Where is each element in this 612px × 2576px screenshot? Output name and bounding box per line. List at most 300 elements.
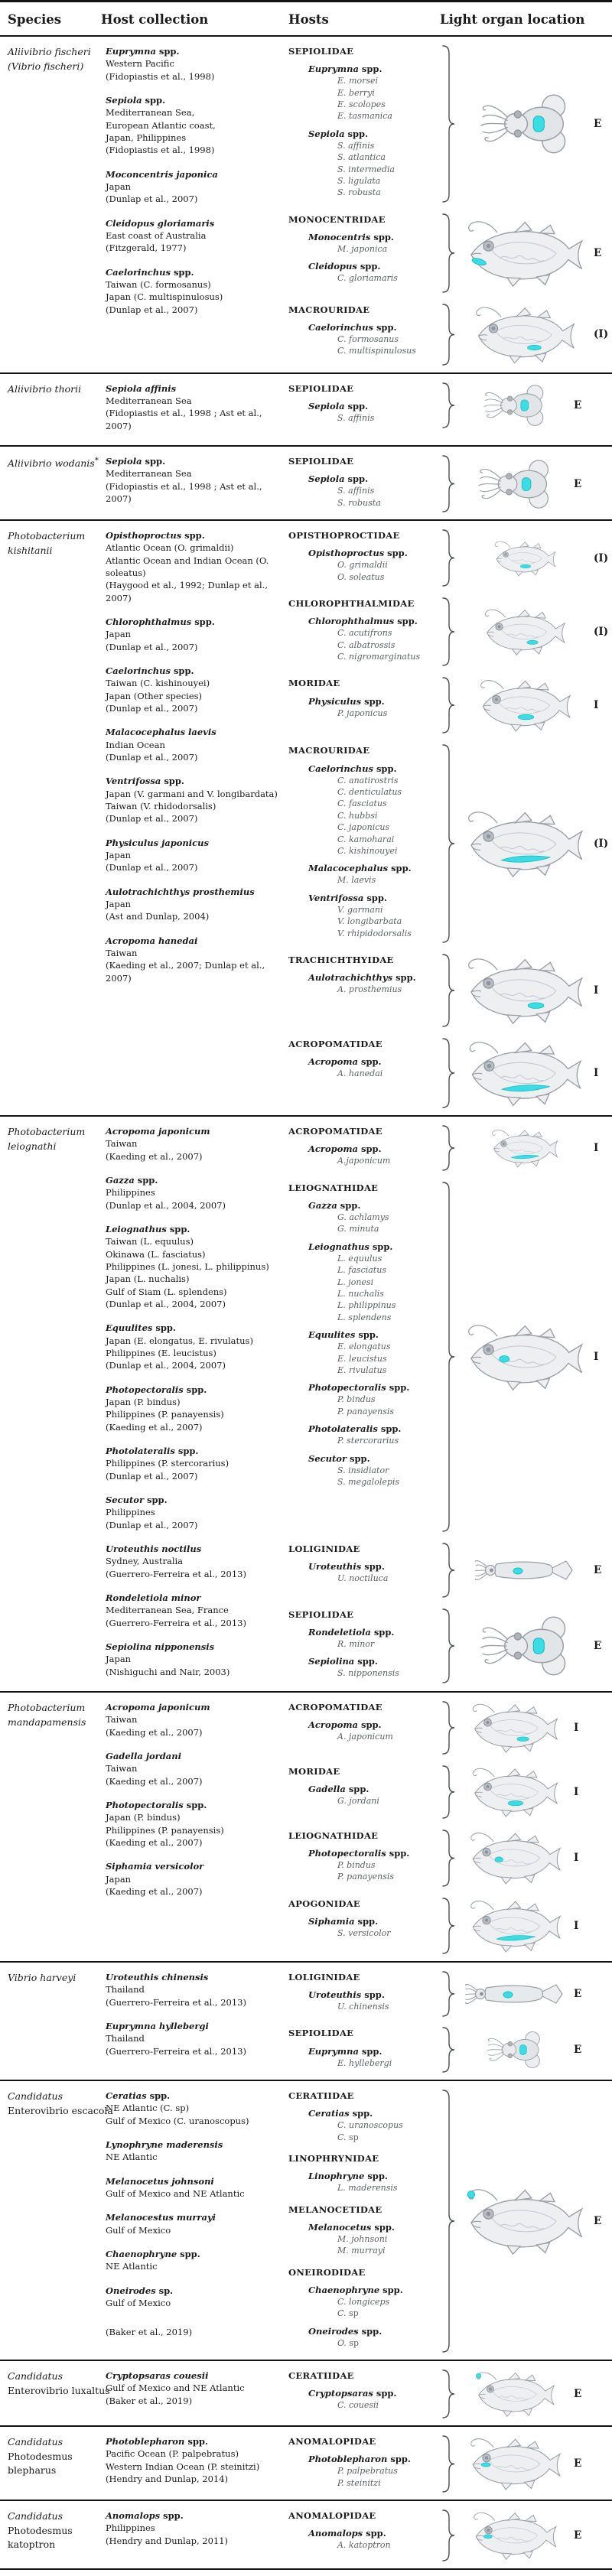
bobtail-squid-figure bbox=[458, 459, 571, 509]
bobtail-squid-illustration bbox=[477, 93, 573, 154]
host-groups-cell bbox=[288, 2084, 612, 2358]
host-name: Equulites spp. bbox=[106, 1322, 176, 1334]
host-location-line: Pacific Ocean (P. palpebratus) bbox=[106, 2448, 239, 2460]
host-species: C. fasciatus bbox=[337, 798, 387, 809]
light-organ-letter: (I) bbox=[594, 551, 609, 564]
host-family-block bbox=[288, 1182, 440, 1488]
host-genus: Caelorinchus spp. bbox=[308, 763, 397, 774]
host-location-line: Philippines bbox=[106, 2522, 155, 2534]
table-body bbox=[0, 37, 612, 2568]
hosts-list bbox=[288, 1537, 440, 1594]
host-location-line: Philippines (L. jonesi, L. philippinus) bbox=[106, 1261, 269, 1273]
species-section bbox=[0, 2080, 612, 2360]
host-species: C. albatrossis bbox=[337, 639, 396, 650]
fish-illustration bbox=[467, 2509, 562, 2561]
host-name: Siphamia versicolor bbox=[106, 1861, 204, 1872]
citation-line: (Hendry and Dunlap, 2014) bbox=[106, 2473, 229, 2484]
bobtail-squid-figure bbox=[458, 2031, 571, 2069]
citation-line: (Baker et al., 2019) bbox=[106, 2395, 193, 2406]
host-collection-entry bbox=[106, 1445, 279, 1482]
species-section bbox=[0, 1691, 612, 1961]
host-collection-entry bbox=[106, 2369, 279, 2407]
host-genus: Opisthoproctus spp. bbox=[308, 548, 408, 559]
host-group-row bbox=[288, 208, 612, 298]
host-group-row bbox=[288, 1176, 612, 1537]
curly-brace-icon bbox=[441, 2089, 457, 2353]
fish-figure bbox=[458, 1898, 571, 1954]
host-family-block bbox=[288, 1830, 440, 1883]
hosts-list bbox=[288, 672, 440, 728]
host-collection-entry bbox=[106, 1174, 279, 1212]
host-name: Cleidopus gloriamaris bbox=[106, 217, 215, 229]
host-location-line: Philippines (E. leucistus) bbox=[106, 1348, 216, 1358]
host-name: Caelorinchus spp. bbox=[106, 266, 194, 278]
host-family: APOGONIDAE bbox=[288, 1898, 360, 1909]
host-genus: Chaenophryne spp. bbox=[308, 2284, 403, 2295]
host-species: M. laevis bbox=[337, 875, 376, 886]
species-name: Photobacterium bbox=[8, 1701, 86, 1713]
hosts-list bbox=[288, 2504, 440, 2561]
citation-line: (Dunlap et al., 2007) bbox=[106, 862, 198, 873]
fish-figure bbox=[458, 1765, 571, 1819]
host-location-line: Japan (P. bindus) bbox=[106, 1396, 181, 1407]
host-location-line: Gulf of Mexico bbox=[106, 2297, 171, 2308]
species-section bbox=[0, 519, 612, 1115]
host-group-row bbox=[288, 1537, 612, 1603]
host-location-line: Taiwan (V. rhidodorsalis) bbox=[106, 800, 216, 812]
species-name: Enterovibrio escacola bbox=[8, 2104, 113, 2116]
host-family-block bbox=[288, 304, 440, 357]
host-collection-entry bbox=[106, 2435, 279, 2485]
host-species: L. nuchalis bbox=[337, 1288, 384, 1299]
host-name: Sepiola affinis bbox=[106, 382, 177, 394]
light-organ-letter: I bbox=[594, 1350, 599, 1363]
host-collection-entry bbox=[106, 2139, 279, 2164]
host-location-line: Japan (L. nuchalis) bbox=[106, 1273, 190, 1285]
hosts-list bbox=[288, 1033, 440, 1089]
host-location-line: Taiwan bbox=[106, 1763, 138, 1774]
host-location-line: Taiwan (L. equulus) bbox=[106, 1236, 194, 1247]
curly-brace-icon bbox=[441, 2369, 457, 2419]
host-species: A.japonicum bbox=[337, 1156, 391, 1166]
light-organ-letter: E bbox=[574, 2457, 582, 2470]
host-name: Sepiola spp. bbox=[106, 94, 166, 106]
host-family: SEPIOLIDAE bbox=[288, 456, 354, 467]
citation-line: (Fitzgerald, 1977) bbox=[106, 242, 187, 254]
host-species: A. japonicum bbox=[337, 1732, 393, 1742]
host-group-row bbox=[288, 1760, 612, 1824]
species-cell bbox=[0, 450, 101, 518]
host-group-row bbox=[288, 1892, 612, 1960]
species-cell bbox=[0, 2084, 113, 2358]
citation-line: (Fidopiastis et al., 1998) bbox=[106, 70, 215, 82]
host-group-row bbox=[288, 2430, 612, 2498]
host-species: E. tasmanica bbox=[337, 111, 392, 122]
host-family-block bbox=[288, 1125, 440, 1167]
host-name: Opisthoproctus spp. bbox=[106, 530, 205, 542]
host-name: Lynophryne maderensis bbox=[106, 2139, 223, 2150]
group-brace bbox=[440, 953, 458, 1028]
host-species: M. johnsoni bbox=[337, 2233, 388, 2244]
host-location-line: Western Indian Ocean (P. steinitzi) bbox=[106, 2461, 260, 2472]
host-genus: Caelorinchus spp. bbox=[308, 321, 397, 333]
host-genus: Sepiolina spp. bbox=[308, 1656, 378, 1667]
host-location-line: Japan bbox=[106, 898, 132, 909]
citation-line: (Dunlap et al., 2004, 2007) bbox=[106, 1199, 226, 1211]
species-name: Aliivibrio fischeri bbox=[8, 46, 91, 57]
fish-illustration bbox=[487, 1127, 562, 1169]
host-species: M. murrayi bbox=[337, 2246, 386, 2256]
host-name: Photopectoralis spp. bbox=[106, 1384, 207, 1395]
light-organ-highlight bbox=[533, 116, 544, 132]
group-brace bbox=[440, 382, 458, 429]
host-family: MORIDAE bbox=[288, 1765, 340, 1777]
host-family: LOLIGINIDAE bbox=[288, 1971, 360, 1982]
host-location-line: NE Atlantic bbox=[106, 2261, 158, 2272]
curly-brace-icon bbox=[441, 2435, 457, 2493]
light-organ-highlight bbox=[533, 1638, 544, 1654]
citation-line: (Kaeding et al., 2007; Dunlap et al., 2007) bbox=[106, 960, 265, 984]
species-section bbox=[0, 1961, 612, 2080]
host-family-block bbox=[288, 2152, 440, 2194]
host-collection-entry bbox=[106, 1322, 279, 1371]
light-organ-highlight bbox=[520, 400, 528, 411]
host-collection-entry bbox=[106, 616, 279, 653]
host-species: M. japonica bbox=[337, 243, 388, 254]
host-family-block bbox=[288, 529, 440, 583]
host-species: U. chinensis bbox=[337, 2002, 389, 2012]
curly-brace-icon bbox=[441, 1700, 457, 1755]
bobtail-squid-figure bbox=[458, 93, 591, 154]
host-name: Cryptopsaras couesii bbox=[106, 2369, 209, 2381]
host-genus: Sepiola spp. bbox=[308, 128, 369, 139]
fish-figure bbox=[458, 1127, 591, 1169]
host-genus: Monocentris spp. bbox=[308, 231, 394, 242]
host-collection-cell bbox=[101, 524, 288, 1114]
host-family: OPISTHOPROCTIDAE bbox=[288, 530, 400, 542]
group-brace bbox=[440, 1037, 458, 1109]
citation-line: (Dunlap et al., 2007) bbox=[106, 1519, 198, 1530]
hosts-list bbox=[288, 1966, 440, 2022]
hosts-list bbox=[288, 2364, 440, 2421]
curly-brace-icon bbox=[441, 953, 457, 1028]
light-organ-letter: (I) bbox=[594, 838, 609, 851]
host-location-line: Gulf of Mexico and NE Atlantic bbox=[106, 2382, 245, 2394]
host-group-row bbox=[288, 1966, 612, 2022]
light-organ-highlight bbox=[467, 2191, 474, 2198]
host-species: O. grimaldii bbox=[337, 560, 388, 571]
host-family: ACROPOMATIDAE bbox=[288, 1701, 382, 1712]
host-group-row bbox=[288, 1603, 612, 1689]
light-organ-highlight bbox=[517, 1737, 529, 1742]
host-collection-entry bbox=[106, 2175, 279, 2200]
group-brace bbox=[440, 1897, 458, 1955]
host-species: C. gloriamaris bbox=[337, 273, 398, 284]
host-species: L. fasciatus bbox=[337, 1265, 386, 1276]
citation-line: (Dunlap et al., 2007) bbox=[106, 641, 198, 652]
host-collection-entry bbox=[106, 1223, 279, 1310]
squid-eye bbox=[507, 409, 512, 414]
fish-figure bbox=[458, 607, 591, 657]
host-family-block bbox=[288, 45, 440, 199]
host-species: E. morsei bbox=[337, 76, 379, 86]
hosts-list bbox=[288, 1760, 440, 1817]
species-cell bbox=[0, 1120, 101, 1690]
squid-eye bbox=[507, 396, 512, 401]
host-species: A. hanedai bbox=[337, 1068, 383, 1079]
host-name: Photopectoralis spp. bbox=[106, 1799, 207, 1810]
host-species: S. robusta bbox=[337, 497, 381, 508]
group-brace bbox=[440, 2509, 458, 2562]
host-family-block bbox=[288, 1898, 440, 1940]
group-brace bbox=[440, 1764, 458, 1820]
light-organ-highlight bbox=[528, 345, 542, 350]
host-collection-cell bbox=[101, 1696, 288, 1960]
light-organ-highlight bbox=[519, 2045, 526, 2055]
host-family-block bbox=[288, 1543, 440, 1585]
host-genus: Gazza spp. bbox=[308, 1199, 361, 1211]
species-section bbox=[0, 37, 612, 372]
host-name: Physiculus japonicus bbox=[106, 837, 209, 848]
host-group-row bbox=[288, 672, 612, 739]
host-genus: Sepiola spp. bbox=[308, 400, 369, 411]
host-collection-entry bbox=[106, 2248, 279, 2273]
host-species: C. nigromarginatus bbox=[337, 652, 421, 662]
fish-illustration bbox=[463, 2435, 567, 2492]
host-location-line: Philippines bbox=[106, 1507, 155, 1518]
host-species: L. equulus bbox=[337, 1253, 382, 1264]
curly-brace-icon bbox=[441, 743, 457, 944]
host-collection-cell bbox=[101, 2084, 288, 2358]
fish-figure bbox=[458, 2185, 591, 2257]
host-groups-cell bbox=[288, 2504, 612, 2567]
species-name: Enterovibrio luxaltus bbox=[8, 2384, 110, 2396]
host-collection-entry bbox=[106, 2285, 279, 2310]
host-genus: Photolateralis spp. bbox=[308, 1423, 402, 1435]
host-groups-cell bbox=[288, 1120, 612, 1690]
host-species: L. philippinus bbox=[337, 1300, 396, 1311]
host-species: C. kamoharai bbox=[337, 834, 395, 844]
host-species: S. affinis bbox=[337, 486, 375, 496]
host-species: S. intermedia bbox=[337, 164, 395, 174]
group-brace bbox=[440, 676, 458, 734]
squid-eye bbox=[508, 2054, 513, 2058]
host-genus: Rondeletiola spp. bbox=[308, 1626, 395, 1638]
host-collection-entry bbox=[106, 837, 279, 874]
light-organ-letter: E bbox=[594, 2215, 602, 2227]
fish-illustration bbox=[473, 677, 577, 733]
host-genus: Uroteuthis spp. bbox=[308, 1989, 385, 2000]
host-location-line: Philippines (P. panayensis) bbox=[106, 1409, 224, 1420]
group-brace bbox=[440, 1542, 458, 1599]
host-group-row bbox=[288, 1120, 612, 1176]
host-species: E. berryi bbox=[337, 87, 375, 98]
citation-line: (Guerrero-Ferreira et al., 2013) bbox=[106, 2045, 246, 2057]
species-name: Photodesmus bbox=[8, 2450, 73, 2462]
fish-figure bbox=[458, 1830, 571, 1886]
species-name: Candidatus bbox=[8, 2509, 63, 2522]
group-brace bbox=[440, 1700, 458, 1755]
host-genus: Melanocetus spp. bbox=[308, 2221, 395, 2233]
host-location-line: East coast of Australia bbox=[106, 229, 207, 241]
host-location-line: Gulf of Siam (L. splendens) bbox=[106, 1286, 227, 1297]
light-organ-letter: E bbox=[594, 117, 602, 130]
light-organ-letter: E bbox=[574, 477, 582, 490]
host-genus: Anomalops spp. bbox=[308, 2528, 386, 2539]
host-species: C. couesii bbox=[337, 2400, 379, 2411]
host-collection-entry bbox=[106, 1384, 279, 1433]
host-species: P. bindus bbox=[337, 1860, 376, 1871]
host-family: MELANOCETIDAE bbox=[288, 2204, 382, 2215]
bobtail-squid-figure bbox=[458, 384, 571, 427]
hosts-list bbox=[288, 1824, 440, 1892]
group-brace bbox=[440, 454, 458, 513]
host-collection-entry bbox=[106, 2509, 279, 2547]
host-genus: Photopectoralis spp. bbox=[308, 1847, 410, 1859]
group-brace bbox=[440, 2435, 458, 2493]
light-organ-highlight bbox=[500, 1355, 509, 1361]
host-genus: Euprymna spp. bbox=[308, 63, 382, 75]
light-organ-letter: E bbox=[574, 1987, 582, 2000]
host-genus: Cleidopus spp. bbox=[308, 261, 381, 272]
host-location-line: Japan bbox=[106, 1873, 132, 1885]
host-name: Secutor spp. bbox=[106, 1494, 168, 1505]
hosts-list bbox=[288, 2084, 440, 2358]
host-location-line: Mediterranean Sea, France bbox=[106, 1605, 229, 1616]
citation-line: (Dunlap et al., 2007) bbox=[106, 304, 198, 315]
citation-line: (Kaeding et al., 2007) bbox=[106, 1150, 203, 1162]
host-group-row bbox=[288, 377, 612, 434]
long-squid-figure bbox=[458, 1976, 571, 2012]
citation-line: (Kaeding et al., 2007) bbox=[106, 1726, 203, 1738]
light-organ-letter: I bbox=[594, 699, 599, 712]
light-organ-letter: I bbox=[574, 1721, 579, 1734]
light-organ-letter: E bbox=[574, 398, 582, 411]
citation-line: (Dunlap et al., 2007) bbox=[106, 1470, 198, 1482]
group-brace bbox=[440, 743, 458, 944]
host-genus: Equulites spp. bbox=[308, 1329, 379, 1341]
fish-figure bbox=[458, 1321, 591, 1393]
host-name: Acropoma japonicum bbox=[106, 1126, 210, 1137]
host-species: L. splendens bbox=[337, 1312, 392, 1322]
hosts-list bbox=[288, 592, 440, 672]
bobtail-squid-illustration bbox=[484, 2031, 545, 2069]
host-species: C. sp bbox=[337, 2132, 359, 2142]
host-location-line: Taiwan bbox=[106, 1714, 138, 1725]
host-name: Uroteuthis chinensis bbox=[106, 1971, 209, 1982]
squid-eye bbox=[480, 1992, 483, 1995]
host-genus: Siphamia spp. bbox=[308, 1915, 379, 1927]
host-species: G. minuta bbox=[337, 1224, 379, 1234]
host-location-line: Gulf of Mexico (C. uranoscopus) bbox=[106, 2115, 249, 2126]
host-group-row bbox=[288, 2364, 612, 2424]
host-family-block bbox=[288, 1765, 440, 1807]
col-header-host-collection: Host collection bbox=[101, 12, 209, 27]
host-family: SEPIOLIDAE bbox=[288, 382, 354, 394]
host-group-row bbox=[288, 739, 612, 948]
table-header-row bbox=[0, 0, 612, 37]
host-genus: Acropoma spp. bbox=[308, 1056, 382, 1068]
species-name: Aliivibrio wodanis* bbox=[8, 456, 99, 470]
host-species: P. palpebratus bbox=[337, 2466, 398, 2477]
host-collection-entry bbox=[106, 45, 279, 83]
host-collection-entry bbox=[106, 886, 279, 923]
host-name: Oneirodes sp. bbox=[106, 2285, 174, 2296]
host-species: C. acutifrons bbox=[337, 628, 392, 639]
host-genus: Ceratias spp. bbox=[308, 2108, 373, 2119]
host-genus: Linophryne spp. bbox=[308, 2171, 388, 2182]
host-species: V. longibarbata bbox=[337, 916, 402, 927]
host-location-line: European Atlantic coast, bbox=[106, 119, 216, 131]
host-species: O. soleatus bbox=[337, 571, 385, 582]
host-family-block bbox=[288, 1971, 440, 2013]
species-name: (Vibrio fischeri) bbox=[8, 60, 84, 72]
host-collection-entry bbox=[106, 382, 279, 432]
light-organ-letter: E bbox=[594, 246, 602, 259]
host-species: C. uranoscopus bbox=[337, 2120, 403, 2131]
citation-line: (Nishiguchi and Nair, 2003) bbox=[106, 1666, 230, 1677]
light-organ-letter: I bbox=[574, 1852, 579, 1865]
species-name: Photodesmus bbox=[8, 2524, 73, 2536]
hosts-list bbox=[288, 208, 440, 294]
host-family: MACROURIDAE bbox=[288, 745, 370, 756]
host-genus: Physiculus spp. bbox=[308, 695, 385, 707]
host-location-line: Philippines bbox=[106, 1187, 155, 1199]
curly-brace-icon bbox=[441, 529, 457, 587]
host-family-block bbox=[288, 213, 440, 285]
host-collection-entry bbox=[106, 1860, 279, 1898]
fish-illustration bbox=[465, 1765, 564, 1819]
host-group-row bbox=[288, 2021, 612, 2078]
host-family-block bbox=[288, 2266, 440, 2349]
bobtail-squid-figure bbox=[458, 1615, 591, 1677]
fish-figure bbox=[458, 1701, 571, 1755]
group-brace bbox=[440, 1181, 458, 1533]
host-location-line: Gulf of Mexico and NE Atlantic bbox=[106, 2187, 245, 2199]
host-name: Chlorophthalmus spp. bbox=[106, 616, 215, 628]
host-family: LOLIGINIDAE bbox=[288, 1543, 360, 1554]
host-collection-entry bbox=[106, 1750, 279, 1787]
light-organ-highlight bbox=[513, 1568, 522, 1574]
host-collection-entry bbox=[106, 1494, 279, 1531]
curly-brace-icon bbox=[441, 1764, 457, 1820]
hosts-list bbox=[288, 40, 440, 208]
host-location-line: Thailand bbox=[106, 2033, 145, 2044]
light-organ-letter: (I) bbox=[594, 626, 609, 639]
host-family: ACROPOMATIDAE bbox=[288, 1126, 382, 1137]
host-name: Rondeletiola minor bbox=[106, 1592, 201, 1603]
host-collection-entry bbox=[106, 529, 279, 604]
host-genus: Leiognathus spp. bbox=[308, 1241, 393, 1252]
curly-brace-icon bbox=[441, 213, 457, 294]
fish-illustration bbox=[463, 1898, 567, 1954]
citation-line: (Dunlap et al., 2007) bbox=[106, 813, 198, 825]
host-group-row bbox=[288, 1824, 612, 1892]
bobtail-squid-illustration bbox=[481, 384, 549, 427]
species-name: Photobacterium bbox=[8, 1126, 86, 1138]
light-organ-highlight bbox=[503, 1992, 513, 1998]
group-brace bbox=[440, 2369, 458, 2419]
hosts-list bbox=[288, 1892, 440, 1949]
species-section bbox=[0, 445, 612, 519]
citation-line: (Fidopiastis et al., 1998) bbox=[106, 145, 215, 156]
host-species: E. rivulatus bbox=[337, 1364, 387, 1375]
squid-eye bbox=[506, 489, 512, 495]
host-family: MACROURIDAE bbox=[288, 304, 370, 315]
host-species: S. insidiator bbox=[337, 1465, 389, 1475]
host-collection-cell bbox=[101, 1966, 288, 2078]
fish-figure bbox=[458, 217, 591, 289]
